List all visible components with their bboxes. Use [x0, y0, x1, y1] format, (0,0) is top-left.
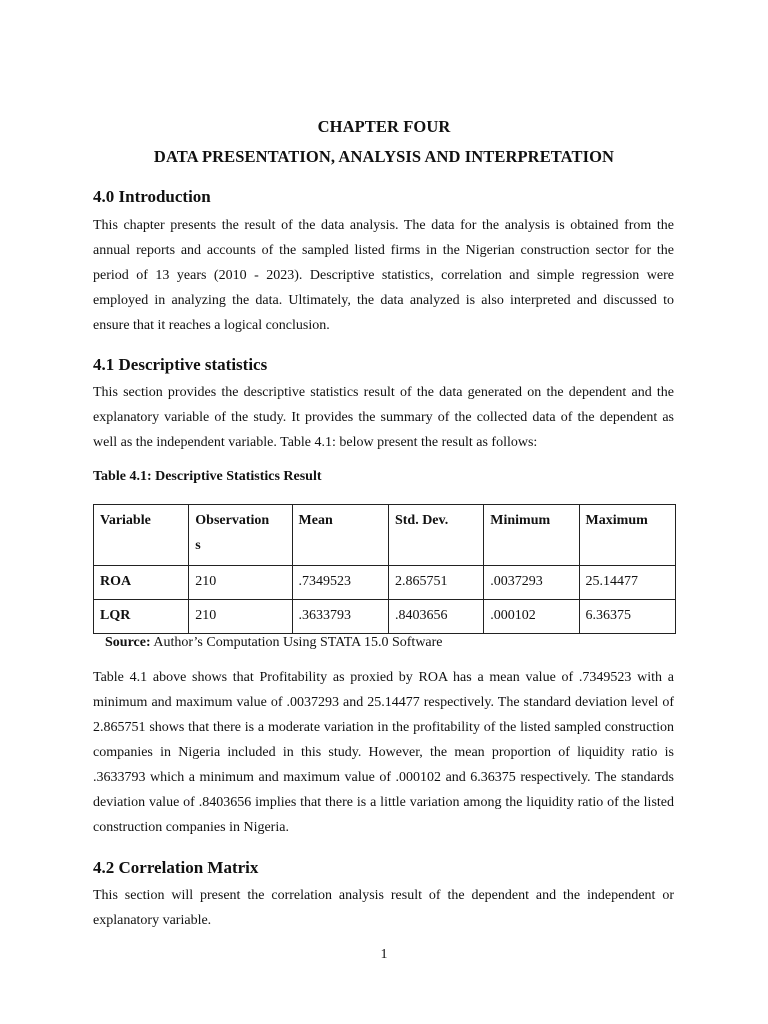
introduction-paragraph: This chapter presents the result of the data analysis. The data for the analysis is obtained from the annual reports and accounts of the sampled listed firms in the Nigerian construction sector for the period of 13 years (2010 - 2023). Descriptive statistics, correlation and simple regression were employed in analyzing the data. Ultimately, the data analyzed is also interpreted and discussed to ensure that it reaches a logical conclusion.: [93, 218, 674, 333]
analysis-paragraph: Table 4.1 above shows that Profitability as proxied by ROA has a mean value of .7349523 with a minimum and maximum value of .0037293 and 25.14477 respectively. The standard deviation level of 2.865751 shows that there is a moderate variation in the profitability of the listed sampled construction companies in Nigeria included in this study. However, the mean proportion of liquidity ratio is .3633793 which a minimum and maximum value of .000102 and 6.36375 respectively. The standards deviation value of .8403656 implies that there is a little variation among the liquidity ratio of the listed construction companies in Nigeria.: [93, 670, 674, 835]
page-number: 1: [380, 947, 388, 962]
section-heading-introduction: 4.0 Introduction: [93, 187, 211, 206]
table-header-cell: Mean: [292, 505, 388, 566]
table-cell: .8403656: [388, 600, 483, 634]
source-text: Author’s Computation Using STATA 15.0 Software: [153, 635, 443, 650]
table-cell-variable: LQR: [94, 600, 189, 634]
table-header-cell: [189, 505, 292, 566]
table-cell: 210: [189, 566, 292, 600]
table-cell: 25.14477: [579, 566, 675, 600]
table-cell: .3633793: [292, 600, 388, 634]
chapter-title: CHAPTER FOUR: [317, 117, 451, 136]
descriptive-paragraph: This section provides the descriptive statistics result of the data generated on the dependent and the explanatory variable of the study. It provides the summary of the collected data of the dependent as well as the independent variable. Table 4.1: below present the result as follows:: [93, 385, 674, 450]
table-header-cell: Maximum: [579, 505, 675, 566]
table-cell: 6.36375: [579, 600, 675, 634]
table-cell-variable: ROA: [94, 566, 189, 600]
table-caption: Table 4.1: Descriptive Statistics Result: [93, 469, 322, 484]
table-cell: 210: [189, 600, 292, 634]
table-row: [94, 600, 676, 634]
chapter-subtitle: DATA PRESENTATION, ANALYSIS AND INTERPRETATION: [153, 147, 615, 166]
table-row: [94, 566, 676, 600]
table-cell: .000102: [484, 600, 579, 634]
table-cell: .7349523: [292, 566, 388, 600]
table-source-note: [105, 635, 443, 651]
source-label: Source:: [105, 635, 151, 650]
table-header-cell: Variable: [94, 505, 189, 566]
table-cell: .0037293: [484, 566, 579, 600]
descriptive-statistics-table: [93, 504, 676, 634]
correlation-paragraph: This section will present the correlation analysis result of the dependent and the independent or explanatory variable.: [93, 888, 674, 928]
observations-header-text: Observations: [195, 513, 270, 553]
table-header-cell: Minimum: [484, 505, 579, 566]
section-heading-correlation: 4.2 Correlation Matrix: [93, 858, 259, 877]
table-cell: 2.865751: [388, 566, 483, 600]
section-heading-descriptive-statistics: 4.1 Descriptive statistics: [93, 355, 268, 374]
table-header-cell: Std. Dev.: [388, 505, 483, 566]
table-header-row: [94, 505, 676, 566]
